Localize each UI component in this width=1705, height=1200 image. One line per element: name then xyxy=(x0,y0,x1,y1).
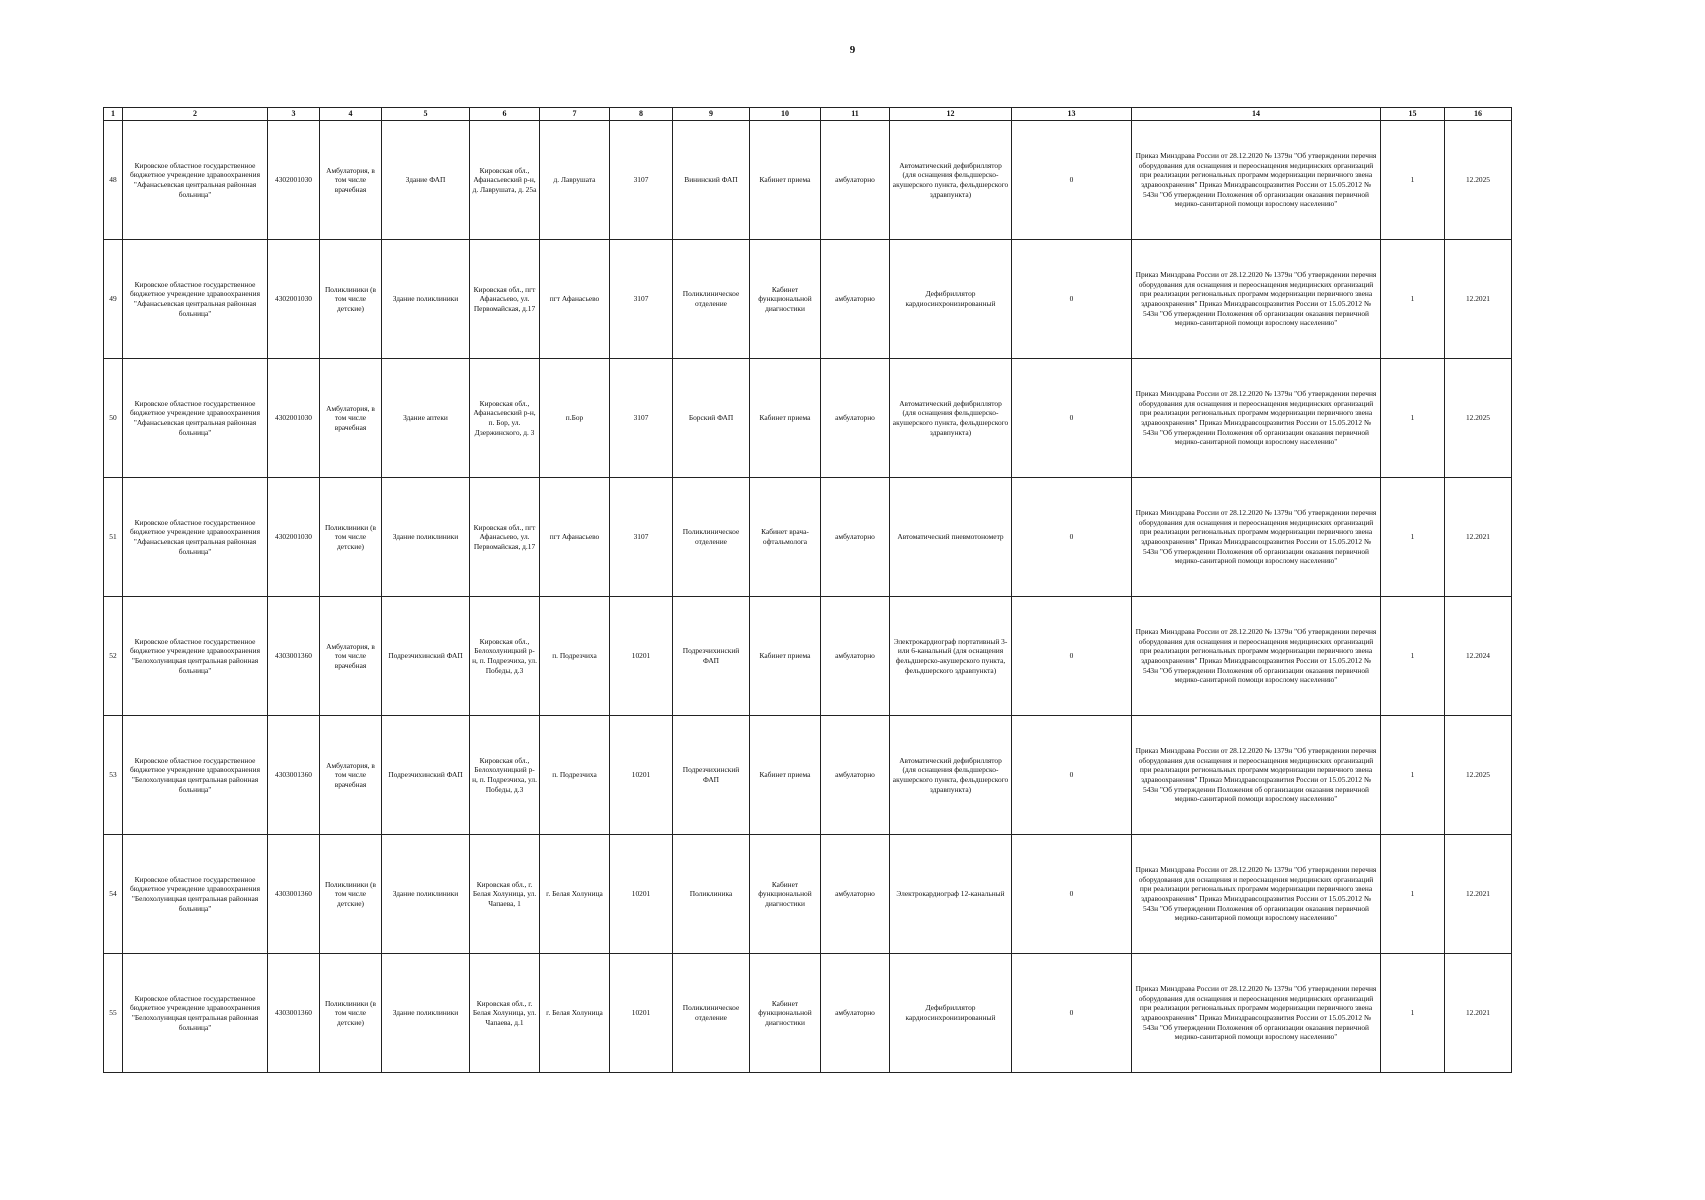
target-date: 12.2021 xyxy=(1445,835,1512,954)
building-name: Здание поликлиники xyxy=(382,835,470,954)
locality: г. Белая Холуница xyxy=(540,835,610,954)
organization-name: Кировское областное государственное бюджетное учреждение здравоохранения "Белохолуницкая центральная районная больница" xyxy=(123,597,268,716)
organization-code: 4302001030 xyxy=(268,121,320,240)
organization-code: 4303001360 xyxy=(268,835,320,954)
target-date: 12.2025 xyxy=(1445,121,1512,240)
care-mode: амбулаторно xyxy=(821,954,890,1073)
equipment-name: Дефибриллятор кардиосинхронизированный xyxy=(890,954,1012,1073)
care-mode: амбулаторно xyxy=(821,359,890,478)
unit-name: Поликлиническое отделение xyxy=(673,240,750,359)
address: Кировская обл., г. Белая Холуница, ул. Чапаева, д.1 xyxy=(470,954,540,1073)
required-quantity: 1 xyxy=(1381,597,1445,716)
territory-code: 10201 xyxy=(610,835,673,954)
unit-name: Поликлиническое отделение xyxy=(673,954,750,1073)
organization-code: 4302001030 xyxy=(268,240,320,359)
territory-code: 3107 xyxy=(610,240,673,359)
organization-code: 4303001360 xyxy=(268,597,320,716)
equipment-name: Автоматический пневмотонометр xyxy=(890,478,1012,597)
table-row xyxy=(104,716,1512,835)
column-number: 1 xyxy=(104,108,123,121)
organization-name: Кировское областное государственное бюджетное учреждение здравоохранения "Афанасьевская центральная районная больница" xyxy=(123,478,268,597)
table-row xyxy=(104,597,1512,716)
equipment-name: Электрокардиограф портативный 3- или 6-канальный (для оснащения фельдшерско-акушерского пункта, фельдшерского здравпункта) xyxy=(890,597,1012,716)
locality: пгт Афанасьево xyxy=(540,240,610,359)
page-number: 9 xyxy=(849,44,856,56)
required-quantity: 1 xyxy=(1381,835,1445,954)
address: Кировская обл., г. Белая Холуница, ул. Чапаева, 1 xyxy=(470,835,540,954)
legal-basis: Приказ Минздрава России от 28.12.2020 № 1379н "Об утверждении перечня оборудования для оснащения и переоснащения медицинских организаций при реализации региональных программ модернизации первичного звена здравоохранения" Приказ Минздравсоцразвития России от 15.05.2012 № 543н "Об утверждении Положения об организации оказания первичной медико-санитарной помощи взрослому населению" xyxy=(1132,597,1381,716)
unit-name: Подрезчихинский ФАП xyxy=(673,597,750,716)
equipment-name: Автоматический дефибриллятор (для оснащения фельдшерско-акушерского пункта, фельдшерского здравпункта) xyxy=(890,359,1012,478)
address: Кировская обл., Афанасьевский р-н, д. Лаврушата, д. 25а xyxy=(470,121,540,240)
facility-type: Поликлиники (в том числе детские) xyxy=(320,240,382,359)
current-quantity: 0 xyxy=(1012,716,1132,835)
locality: г. Белая Холуница xyxy=(540,954,610,1073)
facility-type: Поликлиники (в том числе детские) xyxy=(320,478,382,597)
column-number: 8 xyxy=(610,108,673,121)
care-mode: амбулаторно xyxy=(821,240,890,359)
row-number: 55 xyxy=(104,954,123,1073)
table-row xyxy=(104,954,1512,1073)
column-number: 11 xyxy=(821,108,890,121)
current-quantity: 0 xyxy=(1012,835,1132,954)
care-mode: амбулаторно xyxy=(821,121,890,240)
building-name: Подрезчихинский ФАП xyxy=(382,597,470,716)
table-row xyxy=(104,478,1512,597)
legal-basis: Приказ Минздрава России от 28.12.2020 № 1379н "Об утверждении перечня оборудования для оснащения и переоснащения медицинских организаций при реализации региональных программ модернизации первичного звена здравоохранения" Приказ Минздравсоцразвития России от 15.05.2012 № 543н "Об утверждении Положения об организации оказания первичной медико-санитарной помощи взрослому населению" xyxy=(1132,954,1381,1073)
room-name: Кабинет врача-офтальмолога xyxy=(750,478,821,597)
locality: д. Лаврушата xyxy=(540,121,610,240)
legal-basis: Приказ Минздрава России от 28.12.2020 № 1379н "Об утверждении перечня оборудования для оснащения и переоснащения медицинских организаций при реализации региональных программ модернизации первичного звена здравоохранения" Приказ Минздравсоцразвития России от 15.05.2012 № 543н "Об утверждении Положения об организации оказания первичной медико-санитарной помощи взрослому населению" xyxy=(1132,121,1381,240)
column-number: 9 xyxy=(673,108,750,121)
row-number: 53 xyxy=(104,716,123,835)
facility-type: Амбулатория, в том числе врачебная xyxy=(320,716,382,835)
legal-basis: Приказ Минздрава России от 28.12.2020 № 1379н "Об утверждении перечня оборудования для оснащения и переоснащения медицинских организаций при реализации региональных программ модернизации первичного звена здравоохранения" Приказ Минздравсоцразвития России от 15.05.2012 № 543н "Об утверждении Положения об организации оказания первичной медико-санитарной помощи взрослому населению" xyxy=(1132,478,1381,597)
care-mode: амбулаторно xyxy=(821,716,890,835)
organization-code: 4303001360 xyxy=(268,954,320,1073)
column-number: 5 xyxy=(382,108,470,121)
current-quantity: 0 xyxy=(1012,478,1132,597)
care-mode: амбулаторно xyxy=(821,597,890,716)
building-name: Подрезчихинский ФАП xyxy=(382,716,470,835)
column-number: 14 xyxy=(1132,108,1381,121)
current-quantity: 0 xyxy=(1012,240,1132,359)
legal-basis: Приказ Минздрава России от 28.12.2020 № 1379н "Об утверждении перечня оборудования для оснащения и переоснащения медицинских организаций при реализации региональных программ модернизации первичного звена здравоохранения" Приказ Минздравсоцразвития России от 15.05.2012 № 543н "Об утверждении Положения об организации оказания первичной медико-санитарной помощи взрослому населению" xyxy=(1132,835,1381,954)
room-name: Кабинет приема xyxy=(750,121,821,240)
care-mode: амбулаторно xyxy=(821,835,890,954)
building-name: Здание поликлиники xyxy=(382,240,470,359)
building-name: Здание поликлиники xyxy=(382,478,470,597)
row-number: 52 xyxy=(104,597,123,716)
row-number: 50 xyxy=(104,359,123,478)
organization-name: Кировское областное государственное бюджетное учреждение здравоохранения "Белохолуницкая центральная районная больница" xyxy=(123,835,268,954)
target-date: 12.2024 xyxy=(1445,597,1512,716)
organization-name: Кировское областное государственное бюджетное учреждение здравоохранения "Афанасьевская центральная районная больница" xyxy=(123,240,268,359)
room-name: Кабинет приема xyxy=(750,716,821,835)
care-mode: амбулаторно xyxy=(821,478,890,597)
locality: п. Подрезчиха xyxy=(540,716,610,835)
current-quantity: 0 xyxy=(1012,597,1132,716)
territory-code: 3107 xyxy=(610,359,673,478)
address: Кировская обл., Белохолуницкий р-н, п. Подрезчиха, ул. Победы, д.3 xyxy=(470,597,540,716)
unit-name: Поликлиническое отделение xyxy=(673,478,750,597)
territory-code: 3107 xyxy=(610,478,673,597)
territory-code: 10201 xyxy=(610,597,673,716)
address: Кировская обл., пгт Афанасьево, ул. Первомайская, д.17 xyxy=(470,240,540,359)
room-name: Кабинет приема xyxy=(750,597,821,716)
row-number: 54 xyxy=(104,835,123,954)
equipment-name: Автоматический дефибриллятор (для оснащения фельдшерско-акушерского пункта, фельдшерского здравпункта) xyxy=(890,716,1012,835)
column-number: 7 xyxy=(540,108,610,121)
organization-code: 4302001030 xyxy=(268,478,320,597)
table-row xyxy=(104,240,1512,359)
territory-code: 10201 xyxy=(610,954,673,1073)
locality: п. Подрезчиха xyxy=(540,597,610,716)
organization-name: Кировское областное государственное бюджетное учреждение здравоохранения "Афанасьевская центральная районная больница" xyxy=(123,359,268,478)
required-quantity: 1 xyxy=(1381,240,1445,359)
organization-name: Кировское областное государственное бюджетное учреждение здравоохранения "Афанасьевская центральная районная больница" xyxy=(123,121,268,240)
row-number: 51 xyxy=(104,478,123,597)
column-number: 4 xyxy=(320,108,382,121)
unit-name: Вининский ФАП xyxy=(673,121,750,240)
required-quantity: 1 xyxy=(1381,121,1445,240)
equipment-table xyxy=(103,107,1512,1073)
target-date: 12.2025 xyxy=(1445,359,1512,478)
required-quantity: 1 xyxy=(1381,716,1445,835)
legal-basis: Приказ Минздрава России от 28.12.2020 № 1379н "Об утверждении перечня оборудования для оснащения и переоснащения медицинских организаций при реализации региональных программ модернизации первичного звена здравоохранения" Приказ Минздравсоцразвития России от 15.05.2012 № 543н "Об утверждении Положения об организации оказания первичной медико-санитарной помощи взрослому населению" xyxy=(1132,240,1381,359)
facility-type: Амбулатория, в том числе врачебная xyxy=(320,359,382,478)
organization-name: Кировское областное государственное бюджетное учреждение здравоохранения "Белохолуницкая центральная районная больница" xyxy=(123,716,268,835)
equipment-name: Дефибриллятор кардиосинхронизированный xyxy=(890,240,1012,359)
unit-name: Подрезчихинский ФАП xyxy=(673,716,750,835)
organization-code: 4303001360 xyxy=(268,716,320,835)
address: Кировская обл., пгт Афанасьево, ул. Первомайская, д.17 xyxy=(470,478,540,597)
column-number-row xyxy=(104,108,1512,121)
current-quantity: 0 xyxy=(1012,954,1132,1073)
legal-basis: Приказ Минздрава России от 28.12.2020 № 1379н "Об утверждении перечня оборудования для оснащения и переоснащения медицинских организаций при реализации региональных программ модернизации первичного звена здравоохранения" Приказ Минздравсоцразвития России от 15.05.2012 № 543н "Об утверждении Положения об организации оказания первичной медико-санитарной помощи взрослому населению" xyxy=(1132,359,1381,478)
unit-name: Поликлиника xyxy=(673,835,750,954)
facility-type: Амбулатория, в том числе врачебная xyxy=(320,121,382,240)
locality: пгт Афанасьево xyxy=(540,478,610,597)
target-date: 12.2021 xyxy=(1445,954,1512,1073)
target-date: 12.2021 xyxy=(1445,478,1512,597)
table-row xyxy=(104,835,1512,954)
column-number: 13 xyxy=(1012,108,1132,121)
target-date: 12.2021 xyxy=(1445,240,1512,359)
equipment-name: Электрокардиограф 12-канальный xyxy=(890,835,1012,954)
room-name: Кабинет функциональной диагностики xyxy=(750,954,821,1073)
building-name: Здание аптеки xyxy=(382,359,470,478)
room-name: Кабинет функциональной диагностики xyxy=(750,835,821,954)
target-date: 12.2025 xyxy=(1445,716,1512,835)
row-number: 48 xyxy=(104,121,123,240)
address: Кировская обл., Белохолуницкий р-н, п. Подрезчиха, ул. Победы, д.3 xyxy=(470,716,540,835)
column-number: 12 xyxy=(890,108,1012,121)
legal-basis: Приказ Минздрава России от 28.12.2020 № 1379н "Об утверждении перечня оборудования для оснащения и переоснащения медицинских организаций при реализации региональных программ модернизации первичного звена здравоохранения" Приказ Минздравсоцразвития России от 15.05.2012 № 543н "Об утверждении Положения об организации оказания первичной медико-санитарной помощи взрослому населению" xyxy=(1132,716,1381,835)
facility-type: Амбулатория, в том числе врачебная xyxy=(320,597,382,716)
locality: п.Бор xyxy=(540,359,610,478)
column-number: 15 xyxy=(1381,108,1445,121)
row-number: 49 xyxy=(104,240,123,359)
unit-name: Борский ФАП xyxy=(673,359,750,478)
building-name: Здание ФАП xyxy=(382,121,470,240)
table-row xyxy=(104,359,1512,478)
required-quantity: 1 xyxy=(1381,954,1445,1073)
column-number: 16 xyxy=(1445,108,1512,121)
column-number: 3 xyxy=(268,108,320,121)
required-quantity: 1 xyxy=(1381,359,1445,478)
facility-type: Поликлиники (в том числе детские) xyxy=(320,954,382,1073)
organization-name: Кировское областное государственное бюджетное учреждение здравоохранения "Белохолуницкая центральная районная больница" xyxy=(123,954,268,1073)
current-quantity: 0 xyxy=(1012,359,1132,478)
address: Кировская обл., Афанасьевский р-н, п. Бор, ул. Дзержинского, д. 3 xyxy=(470,359,540,478)
column-number: 6 xyxy=(470,108,540,121)
building-name: Здание поликлиники xyxy=(382,954,470,1073)
required-quantity: 1 xyxy=(1381,478,1445,597)
equipment-name: Автоматический дефибриллятор (для оснащения фельдшерско-акушерского пункта, фельдшерского здравпункта) xyxy=(890,121,1012,240)
table-body xyxy=(104,121,1512,1073)
facility-type: Поликлиники (в том числе детские) xyxy=(320,835,382,954)
current-quantity: 0 xyxy=(1012,121,1132,240)
column-number: 2 xyxy=(123,108,268,121)
room-name: Кабинет функциональной диагностики xyxy=(750,240,821,359)
territory-code: 10201 xyxy=(610,716,673,835)
territory-code: 3107 xyxy=(610,121,673,240)
room-name: Кабинет приема xyxy=(750,359,821,478)
table-row xyxy=(104,121,1512,240)
column-number: 10 xyxy=(750,108,821,121)
organization-code: 4302001030 xyxy=(268,359,320,478)
